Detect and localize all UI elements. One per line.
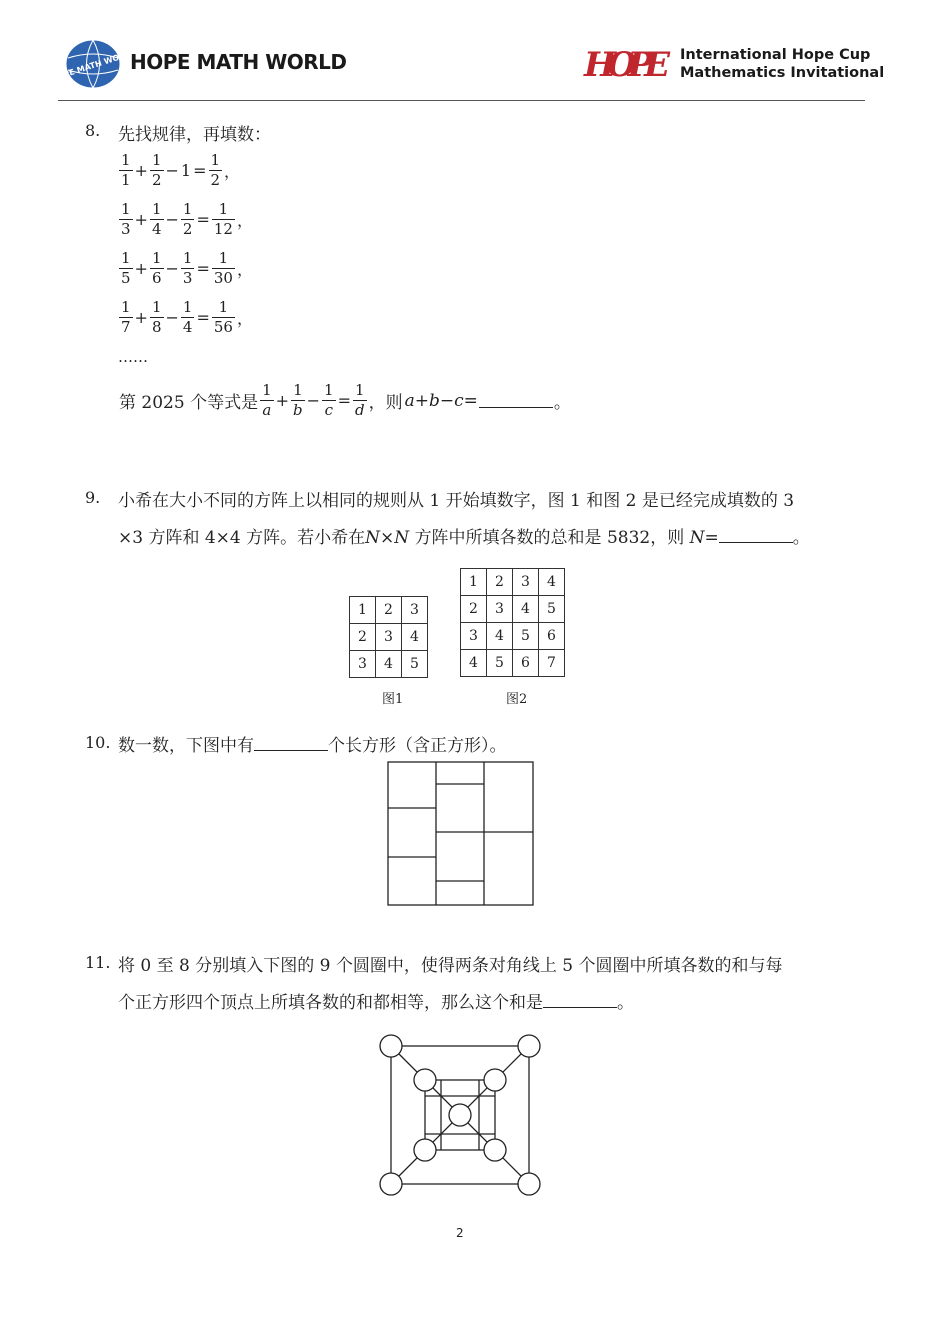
- question-number-8: 8.: [85, 121, 101, 140]
- nested-squares-circles-figure: [375, 1030, 547, 1202]
- header-divider: [58, 100, 865, 101]
- q9-line1: 小希在大小不同的方阵上以相同的规则从 1 开始填数字，图 1 和图 2 是已经完成填数的 3: [118, 491, 795, 511]
- figure-2-caption: 图2: [506, 692, 528, 707]
- circle-outer-tr: [518, 1035, 540, 1057]
- circle-inner-bl: [414, 1139, 436, 1161]
- q11-line2: 个正方形四个顶点上所填各数的和都相等，那么这个和是 。: [118, 993, 634, 1013]
- circle-outer-bl: [380, 1173, 402, 1195]
- question-number-9: 9.: [85, 488, 101, 507]
- rectangles-figure: [386, 760, 536, 908]
- circle-inner-br: [484, 1139, 506, 1161]
- q8-equation-3: $\frac{1}{5}$ + $\frac{1}{6}$ − $\frac{1}{3}$ = $\frac{1}{30}$ ，: [121, 249, 253, 287]
- circle-inner-tr: [484, 1069, 506, 1091]
- q11-answer-blank[interactable]: [543, 993, 617, 1008]
- circle-inner-tl: [414, 1069, 436, 1091]
- q8-answer-blank[interactable]: [479, 393, 553, 408]
- circle-center: [449, 1104, 471, 1126]
- q8-ellipsis: ……: [118, 348, 148, 366]
- header-title-line1: International Hope Cup: [680, 47, 871, 63]
- page-number: 2: [456, 1226, 464, 1240]
- header-title-line2: Mathematics Invitational: [680, 65, 885, 81]
- figure-2-grid: 1 2 3 4 2 3 4 5 3 4 5 6 4 5 6 7: [460, 568, 565, 677]
- q10-text: 数一数，下图中有 个长方形（含正方形）。: [118, 736, 507, 756]
- q9-answer-blank[interactable]: [719, 528, 793, 543]
- q8-final-equation: 第 2025 个等式是 $\frac{1}{a}$ + $\frac{1}{b}$ − $\frac{1}{c}$ = $\frac{1}{d}$ ，则 a+b−c= 。: [119, 381, 571, 419]
- q8-equation-1: $\frac{1}{1}$ + $\frac{1}{2}$ − 1 = $\frac{1}{2}$ ，: [121, 151, 241, 189]
- hope-logo-mark: HOPE: [584, 45, 670, 85]
- left-logo-text: HOPE MATH WORLD: [130, 50, 347, 74]
- circle-outer-br: [518, 1173, 540, 1195]
- hope-math-world-logo: [49, 38, 138, 90]
- q8-equation-2: $\frac{1}{3}$ + $\frac{1}{4}$ − $\frac{1}{2}$ = $\frac{1}{12}$ ，: [121, 200, 253, 238]
- question-number-11: 11.: [85, 953, 111, 972]
- circle-outer-tl: [380, 1035, 402, 1057]
- q9-line2: ×3 方阵和 4×4 方阵。若小希在N×N 方阵中所填各数的总和是 5832，则 N= 。: [118, 528, 810, 548]
- globe-logo-text: HOPE MATH WORLD: [49, 47, 138, 84]
- q8-intro: 先找规律，再填数：: [118, 125, 271, 145]
- q8-equation-4: $\frac{1}{7}$ + $\frac{1}{8}$ − $\frac{1}{4}$ = $\frac{1}{56}$ ，: [121, 298, 253, 336]
- q11-line1: 将 0 至 8 分别填入下图的 9 个圆圈中，使得两条对角线上 5 个圆圈中所填各数的和与每: [118, 956, 783, 976]
- figure-1-grid: 1 2 3 2 3 4 3 4 5: [349, 596, 428, 678]
- figure-1-caption: 图1: [382, 692, 404, 707]
- hope-cup-logo: [582, 42, 674, 84]
- question-number-10: 10.: [85, 733, 111, 752]
- q10-answer-blank[interactable]: [254, 736, 328, 751]
